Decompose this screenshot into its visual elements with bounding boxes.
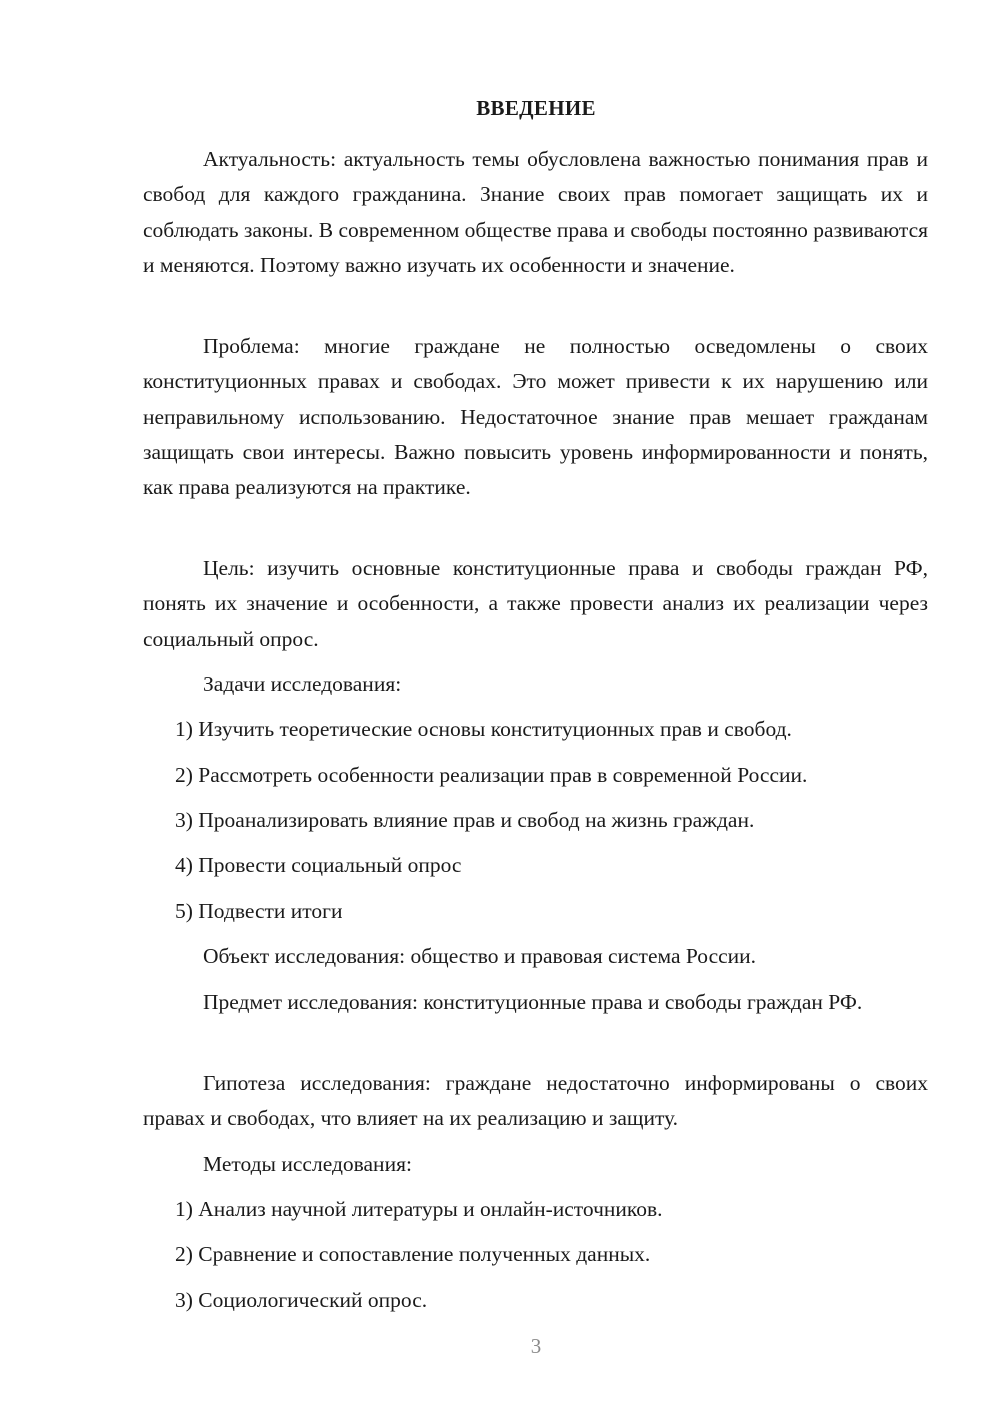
task-item: 4) Провести социальный опрос <box>175 853 462 877</box>
problem-paragraph: Проблема: многие граждане не полностью осведомлены о своих конституционных правах и свободах. Это может привести к их нарушению или неправильному использованию. Недостаточное знание прав мешает гражданам защищать свои интересы. Важно повысить уровень информированности и понять, как права реализуются на практике. <box>143 334 928 500</box>
goal-paragraph: Цель: изучить основные конституционные права и свободы граждан РФ, понять их значение и особенности, а также провести анализ их реализации через социальный опрос. <box>143 556 928 651</box>
task-item: 5) Подвести итоги <box>175 899 343 923</box>
task-item: 3) Проанализировать влияние прав и свобод на жизнь граждан. <box>175 808 755 832</box>
task-item: 1) Изучить теоретические основы конституционных прав и свобод. <box>175 717 792 741</box>
method-item: 2) Сравнение и сопоставление полученных данных. <box>175 1242 651 1266</box>
section-heading: ВВЕДЕНИЕ <box>476 96 596 120</box>
tasks-label: Задачи исследования: <box>203 672 402 696</box>
subject-paragraph: Предмет исследования: конституционные права и свободы граждан РФ. <box>203 990 863 1014</box>
methods-label: Методы исследования: <box>203 1152 412 1176</box>
page-number: 3 <box>530 1334 542 1358</box>
method-item: 3) Социологический опрос. <box>175 1288 428 1312</box>
method-item: 1) Анализ научной литературы и онлайн-источников. <box>175 1197 663 1221</box>
relevance-paragraph: Актуальность: актуальность темы обусловлена важностью понимания прав и свобод для каждого гражданина. Знание своих прав помогает защищать их и соблюдать законы. В современном обществе права и свободы постоянно развиваются и меняются. Поэтому важно изучать их особенности и значение. <box>143 147 929 277</box>
task-item: 2) Рассмотреть особенности реализации прав в современной России. <box>175 763 808 787</box>
object-line: Объект исследования: общество и правовая система России. <box>203 944 757 968</box>
hypothesis-paragraph: Гипотеза исследования: граждане недостаточно информированы о своих правах и свободах, что влияет на их реализацию и защиту. <box>143 1071 928 1131</box>
